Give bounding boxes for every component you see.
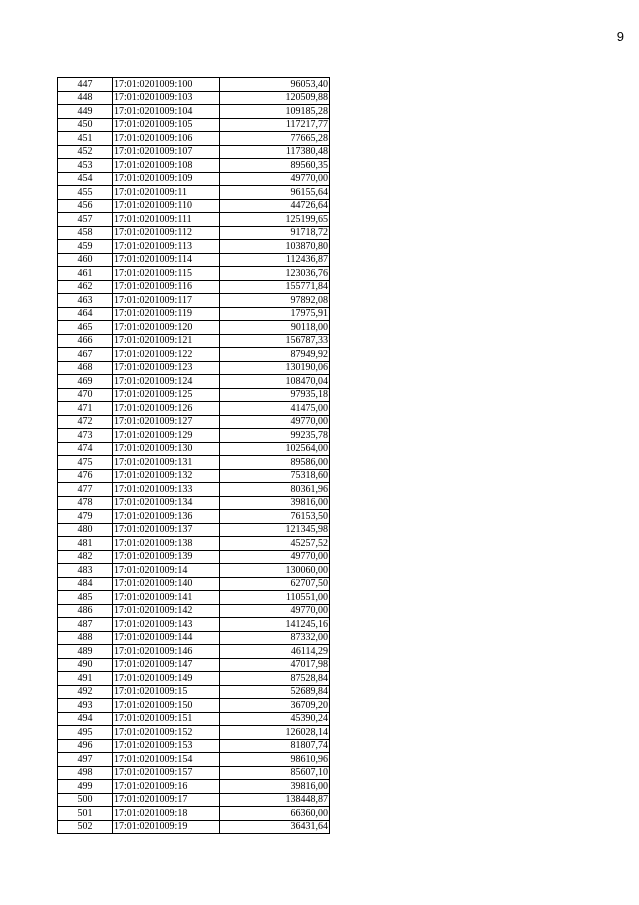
table-row [58,807,330,821]
cadastral-value-cell: 39816,00 [220,780,330,794]
row-number-cell: 480 [58,523,113,537]
cadastral-value-cell: 49770,00 [220,172,330,186]
cadastral-number-cell: 17:01:0201009:147 [113,658,220,672]
page-number: 9 [616,29,624,44]
table-row [58,172,330,186]
table-row [58,240,330,254]
row-number-cell: 470 [58,388,113,402]
table-row [58,658,330,672]
cadastral-value-cell: 125199,65 [220,213,330,227]
table-row [58,577,330,591]
cadastral-value-cell: 98610,96 [220,753,330,767]
cadastral-number-cell: 17:01:0201009:134 [113,496,220,510]
table-row [58,132,330,146]
row-number-cell: 475 [58,456,113,470]
cadastral-number-cell: 17:01:0201009:112 [113,226,220,240]
row-number-cell: 486 [58,604,113,618]
cadastral-number-cell: 17:01:0201009:138 [113,537,220,551]
cadastral-number-cell: 17:01:0201009:105 [113,118,220,132]
row-number-cell: 492 [58,685,113,699]
cadastral-number-cell: 17:01:0201009:121 [113,334,220,348]
row-number-cell: 474 [58,442,113,456]
row-number-cell: 502 [58,820,113,834]
row-number-cell: 447 [58,78,113,92]
cadastral-value-cell: 110551,00 [220,591,330,605]
table-row [58,105,330,119]
row-number-cell: 497 [58,753,113,767]
cadastral-value-cell: 49770,00 [220,415,330,429]
cadastral-value-cell: 155771,84 [220,280,330,294]
row-number-cell: 490 [58,658,113,672]
cadastral-number-cell: 17:01:0201009:111 [113,213,220,227]
cadastral-value-cell: 97892,08 [220,294,330,308]
row-number-cell: 459 [58,240,113,254]
cadastral-value-cell: 97935,18 [220,388,330,402]
table-row [58,672,330,686]
cadastral-value-cell: 36709,20 [220,699,330,713]
row-number-cell: 448 [58,91,113,105]
row-number-cell: 462 [58,280,113,294]
cadastral-value-cell: 109185,28 [220,105,330,119]
cadastral-number-cell: 17:01:0201009:130 [113,442,220,456]
table-row [58,753,330,767]
table-row [58,78,330,92]
table-row [58,496,330,510]
table-row [58,226,330,240]
table-row [58,780,330,794]
cadastral-number-cell: 17:01:0201009:143 [113,618,220,632]
table-row [58,348,330,362]
row-number-cell: 465 [58,321,113,335]
cadastral-number-cell: 17:01:0201009:125 [113,388,220,402]
row-number-cell: 453 [58,159,113,173]
cadastral-value-cell: 87528,84 [220,672,330,686]
cadastral-number-cell: 17:01:0201009:137 [113,523,220,537]
row-number-cell: 499 [58,780,113,794]
table-row [58,321,330,335]
cadastral-number-cell: 17:01:0201009:142 [113,604,220,618]
cadastral-value-cell: 39816,00 [220,496,330,510]
table-row [58,294,330,308]
table-row [58,388,330,402]
table-row [58,361,330,375]
row-number-cell: 484 [58,577,113,591]
cadastral-number-cell: 17:01:0201009:131 [113,456,220,470]
cadastral-number-cell: 17:01:0201009:117 [113,294,220,308]
cadastral-value-cell: 130060,00 [220,564,330,578]
cadastral-number-cell: 17:01:0201009:124 [113,375,220,389]
table-row [58,199,330,213]
row-number-cell: 494 [58,712,113,726]
row-number-cell: 501 [58,807,113,821]
cadastral-value-cell: 112436,87 [220,253,330,267]
row-number-cell: 476 [58,469,113,483]
table-row [58,550,330,564]
table-row [58,523,330,537]
cadastral-number-cell: 17:01:0201009:115 [113,267,220,281]
row-number-cell: 463 [58,294,113,308]
cadastral-number-cell: 17:01:0201009:126 [113,402,220,416]
cadastral-value-cell: 45257,52 [220,537,330,551]
cadastral-value-cell: 120509,88 [220,91,330,105]
table-row [58,510,330,524]
row-number-cell: 449 [58,105,113,119]
row-number-cell: 456 [58,199,113,213]
table-row [58,253,330,267]
table-row [58,591,330,605]
row-number-cell: 450 [58,118,113,132]
cadastral-value-cell: 91718,72 [220,226,330,240]
cadastral-value-cell: 126028,14 [220,726,330,740]
cadastral-number-cell: 17:01:0201009:107 [113,145,220,159]
table-row [58,699,330,713]
cadastral-value-cell: 103870,80 [220,240,330,254]
row-number-cell: 495 [58,726,113,740]
cadastral-number-cell: 17:01:0201009:116 [113,280,220,294]
cadastral-value-cell: 85607,10 [220,766,330,780]
cadastral-number-cell: 17:01:0201009:103 [113,91,220,105]
cadastral-value-cell: 45390,24 [220,712,330,726]
cadastral-value-cell: 62707,50 [220,577,330,591]
cadastral-number-cell: 17:01:0201009:109 [113,172,220,186]
row-number-cell: 466 [58,334,113,348]
row-number-cell: 457 [58,213,113,227]
cadastral-value-cell: 138448,87 [220,793,330,807]
cadastral-number-cell: 17:01:0201009:141 [113,591,220,605]
row-number-cell: 455 [58,186,113,200]
row-number-cell: 461 [58,267,113,281]
cadastral-number-cell: 17:01:0201009:108 [113,159,220,173]
table-row [58,793,330,807]
cadastral-value-cell: 49770,00 [220,550,330,564]
row-number-cell: 500 [58,793,113,807]
table-row [58,375,330,389]
table-row [58,307,330,321]
table-row [58,645,330,659]
cadastral-value-cell: 66360,00 [220,807,330,821]
table-row [58,118,330,132]
row-number-cell: 482 [58,550,113,564]
table-row [58,267,330,281]
table-row [58,186,330,200]
row-number-cell: 477 [58,483,113,497]
cadastral-value-cell: 121345,98 [220,523,330,537]
row-number-cell: 452 [58,145,113,159]
row-number-cell: 489 [58,645,113,659]
table-row [58,766,330,780]
table-row [58,712,330,726]
cadastral-value-cell: 44726,64 [220,199,330,213]
cadastral-number-cell: 17:01:0201009:146 [113,645,220,659]
row-number-cell: 464 [58,307,113,321]
cadastral-number-cell: 17:01:0201009:153 [113,739,220,753]
cadastral-number-cell: 17:01:0201009:129 [113,429,220,443]
cadastral-value-cell: 87332,00 [220,631,330,645]
cadastral-value-cell: 156787,33 [220,334,330,348]
cadastral-value-cell: 96155,64 [220,186,330,200]
cadastral-number-cell: 17:01:0201009:15 [113,685,220,699]
cadastral-value-cell: 130190,06 [220,361,330,375]
cadastral-value-cell: 47017,98 [220,658,330,672]
cadastral-number-cell: 17:01:0201009:17 [113,793,220,807]
row-number-cell: 481 [58,537,113,551]
table-row [58,820,330,834]
cadastral-value-cell: 36431,64 [220,820,330,834]
table-row [58,685,330,699]
table-row [58,145,330,159]
table-row [58,280,330,294]
cadastral-value-cell: 102564,00 [220,442,330,456]
cadastral-number-cell: 17:01:0201009:144 [113,631,220,645]
table-row [58,159,330,173]
table-row [58,631,330,645]
cadastral-number-cell: 17:01:0201009:157 [113,766,220,780]
cadastral-number-cell: 17:01:0201009:14 [113,564,220,578]
row-number-cell: 467 [58,348,113,362]
cadastral-value-cell: 89560,35 [220,159,330,173]
cadastral-number-cell: 17:01:0201009:149 [113,672,220,686]
cadastral-number-cell: 17:01:0201009:139 [113,550,220,564]
table-row [58,726,330,740]
table-row [58,402,330,416]
table-row [58,334,330,348]
table-row [58,604,330,618]
row-number-cell: 479 [58,510,113,524]
row-number-cell: 471 [58,402,113,416]
cadastral-value-cell: 76153,50 [220,510,330,524]
row-number-cell: 451 [58,132,113,146]
cadastral-value-cell: 87949,92 [220,348,330,362]
cadastral-value-cell: 117380,48 [220,145,330,159]
row-number-cell: 472 [58,415,113,429]
table-row [58,456,330,470]
cadastral-number-cell: 17:01:0201009:119 [113,307,220,321]
cadastral-value-cell: 80361,96 [220,483,330,497]
cadastral-number-cell: 17:01:0201009:152 [113,726,220,740]
row-number-cell: 478 [58,496,113,510]
table-row [58,537,330,551]
table-row [58,415,330,429]
row-number-cell: 493 [58,699,113,713]
cadastral-value-cell: 123036,76 [220,267,330,281]
table-row [58,483,330,497]
row-number-cell: 488 [58,631,113,645]
cadastral-number-cell: 17:01:0201009:106 [113,132,220,146]
row-number-cell: 483 [58,564,113,578]
cadastral-value-cell: 96053,40 [220,78,330,92]
cadastral-number-cell: 17:01:0201009:114 [113,253,220,267]
cadastral-number-cell: 17:01:0201009:18 [113,807,220,821]
cadastral-value-cell: 75318,60 [220,469,330,483]
cadastral-value-cell: 52689,84 [220,685,330,699]
row-number-cell: 458 [58,226,113,240]
cadastral-value-cell: 117217,77 [220,118,330,132]
row-number-cell: 491 [58,672,113,686]
cadastral-value-table [57,77,330,834]
cadastral-number-cell: 17:01:0201009:150 [113,699,220,713]
row-number-cell: 498 [58,766,113,780]
cadastral-number-cell: 17:01:0201009:140 [113,577,220,591]
cadastral-value-cell: 99235,78 [220,429,330,443]
cadastral-value-cell: 90118,00 [220,321,330,335]
table-row [58,429,330,443]
cadastral-value-cell: 41475,00 [220,402,330,416]
cadastral-value-cell: 17975,91 [220,307,330,321]
cadastral-number-cell: 17:01:0201009:127 [113,415,220,429]
cadastral-number-cell: 17:01:0201009:11 [113,186,220,200]
cadastral-number-cell: 17:01:0201009:16 [113,780,220,794]
cadastral-value-cell: 81807,74 [220,739,330,753]
row-number-cell: 469 [58,375,113,389]
cadastral-number-cell: 17:01:0201009:104 [113,105,220,119]
table-row [58,213,330,227]
cadastral-number-cell: 17:01:0201009:122 [113,348,220,362]
cadastral-value-cell: 141245,16 [220,618,330,632]
cadastral-number-cell: 17:01:0201009:110 [113,199,220,213]
cadastral-number-cell: 17:01:0201009:120 [113,321,220,335]
row-number-cell: 468 [58,361,113,375]
cadastral-number-cell: 17:01:0201009:133 [113,483,220,497]
row-number-cell: 496 [58,739,113,753]
table-row [58,469,330,483]
row-number-cell: 473 [58,429,113,443]
table-row [58,618,330,632]
row-number-cell: 487 [58,618,113,632]
cadastral-number-cell: 17:01:0201009:19 [113,820,220,834]
row-number-cell: 460 [58,253,113,267]
cadastral-number-cell: 17:01:0201009:123 [113,361,220,375]
cadastral-number-cell: 17:01:0201009:100 [113,78,220,92]
cadastral-value-cell: 46114,29 [220,645,330,659]
table-row [58,564,330,578]
cadastral-number-cell: 17:01:0201009:113 [113,240,220,254]
cadastral-value-cell: 77665,28 [220,132,330,146]
cadastral-number-cell: 17:01:0201009:151 [113,712,220,726]
table-row [58,739,330,753]
cadastral-value-cell: 108470,04 [220,375,330,389]
cadastral-number-cell: 17:01:0201009:136 [113,510,220,524]
cadastral-number-cell: 17:01:0201009:132 [113,469,220,483]
table-row [58,442,330,456]
row-number-cell: 485 [58,591,113,605]
cadastral-value-cell: 49770,00 [220,604,330,618]
table-body [58,78,330,834]
row-number-cell: 454 [58,172,113,186]
cadastral-number-cell: 17:01:0201009:154 [113,753,220,767]
table-row [58,91,330,105]
cadastral-value-cell: 89586,00 [220,456,330,470]
